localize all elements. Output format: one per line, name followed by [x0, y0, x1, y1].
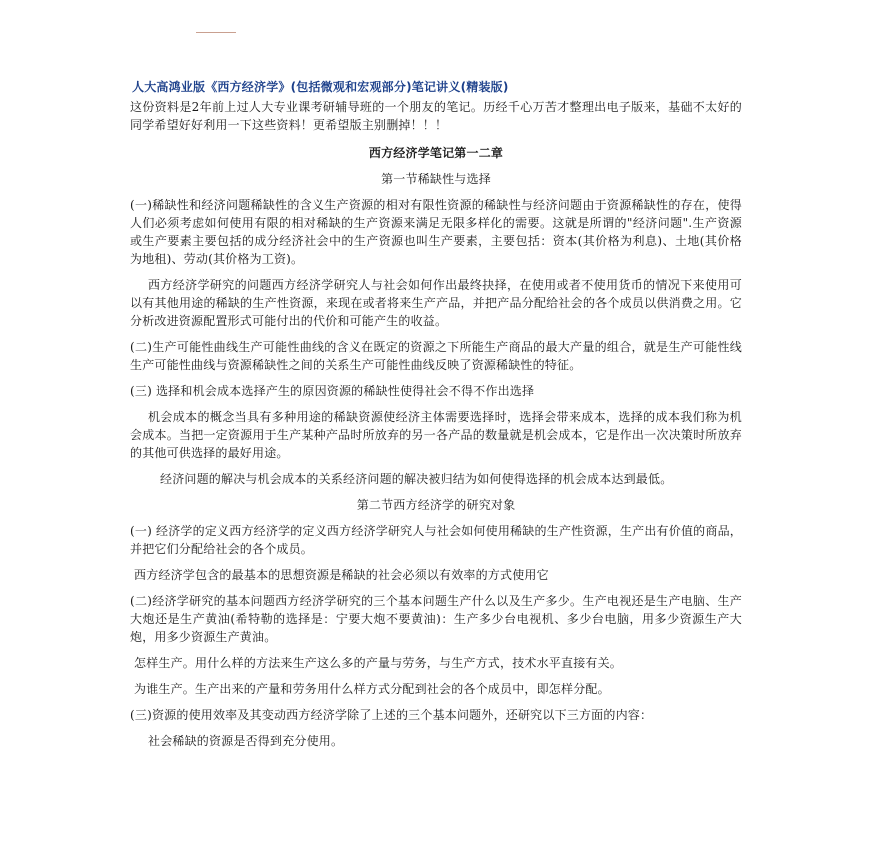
s1-paragraph-1: (一)稀缺性和经济问题稀缺性的含义生产资源的相对有限性资源的稀缺性与经济问题由于资源稀缺性的存在，使得人们必须考虑如何使用有限的相对稀缺的生产资源来满足无限多样化的需要。这就是所谓的"经济问题".生产资源或生产要素主要包括的成分经济社会中的生产资源也叫生产要素，主要包括：资本(其价格为利息)、土地(其价格为地租)、劳动(其价格为工资)。 [130, 198, 742, 266]
chapter-heading: 西方经济学笔记第一二章 [368, 146, 504, 160]
s1-paragraph-2: 西方经济学研究的问题西方经济学研究人与社会如何作出最终抉择，在使用或者不使用货币的情况下来使用可以有其他用途的稀缺的生产性资源，来现在或者将来生产产品，并把产品分配给社会的各个成员以供消费之用。它分析改进资源配置形式可能付出的代价和可能产生的收益。 [130, 278, 742, 328]
s2-paragraph-5: 为谁生产。生产出来的产量和劳务用什么样方式分配到社会的各个成员中，即怎样分配。 [134, 682, 610, 696]
page-mark [196, 32, 236, 33]
s2-paragraph-2: 西方经济学包含的最基本的思想资源是稀缺的社会必须以有效率的方式使用它 [134, 568, 549, 582]
intro-paragraph: 这份资料是2年前上过人大专业课考研辅导班的一个朋友的笔记。历经千心万苦才整理出电子版来，基础不太好的同学希望好好利用一下这些资料！更希望版主别删掉！！！ [130, 100, 742, 132]
document-title: 人大高鸿业版《西方经济学》(包括微观和宏观部分)笔记讲义(精装版) [132, 80, 509, 94]
s1-paragraph-5: 机会成本的概念当具有多种用途的稀缺资源使经济主体需要选择时，选择会带来成本，选择的成本我们称为机会成本。当把一定资源用于生产某种产品时所放弃的另一各产品的数量就是机会成本，它是作出一次决策时所放弃的其他可供选择的最好用途。 [130, 410, 742, 460]
document-page [130, 78, 755, 750]
s2-paragraph-6: (三)资源的使用效率及其变动西方经济学除了上述的三个基本问题外，还研究以下三方面的内容： [130, 708, 653, 722]
s2-paragraph-3: (二)经济学研究的基本问题西方经济学研究的三个基本问题生产什么以及生产多少。生产电视还是生产电脑、生产大炮还是生产黄油(希特勒的选择是：宁要大炮不要黄油)：生产多少台电视机、多少台电脑，用多少资源生产大炮，用多少资源生产黄油。 [130, 594, 742, 644]
s2-paragraph-4: 怎样生产。用什么样的方法来生产这么多的产量与劳务，与生产方式，技术水平直接有关。 [134, 656, 623, 670]
s1-paragraph-3: (二)生产可能性曲线生产可能性曲线的含义在既定的资源之下所能生产商品的最大产量的组合，就是生产可能性线 生产可能性曲线与资源稀缺性之间的关系生产可能性曲线反映了资源稀缺性的特征。 [130, 340, 755, 372]
s2-paragraph-7: 社会稀缺的资源是否得到充分使用。 [148, 734, 344, 748]
section1-heading: 第一节稀缺性与选择 [381, 172, 491, 186]
s1-paragraph-6: 经济问题的解决与机会成本的关系经济问题的解决被归结为如何使得选择的机会成本达到最低。 [160, 472, 673, 486]
section2-heading: 第二节西方经济学的研究对象 [356, 498, 516, 512]
s1-paragraph-4: (三) 选择和机会成本选择产生的原因资源的稀缺性使得社会不得不作出选择 [130, 384, 535, 398]
s2-paragraph-1: (一) 经济学的定义西方经济学的定义西方经济学研究人与社会如何使用稀缺的生产性资源，生产出有价值的商品，并把它们分配给社会的各个成员。 [130, 524, 742, 556]
